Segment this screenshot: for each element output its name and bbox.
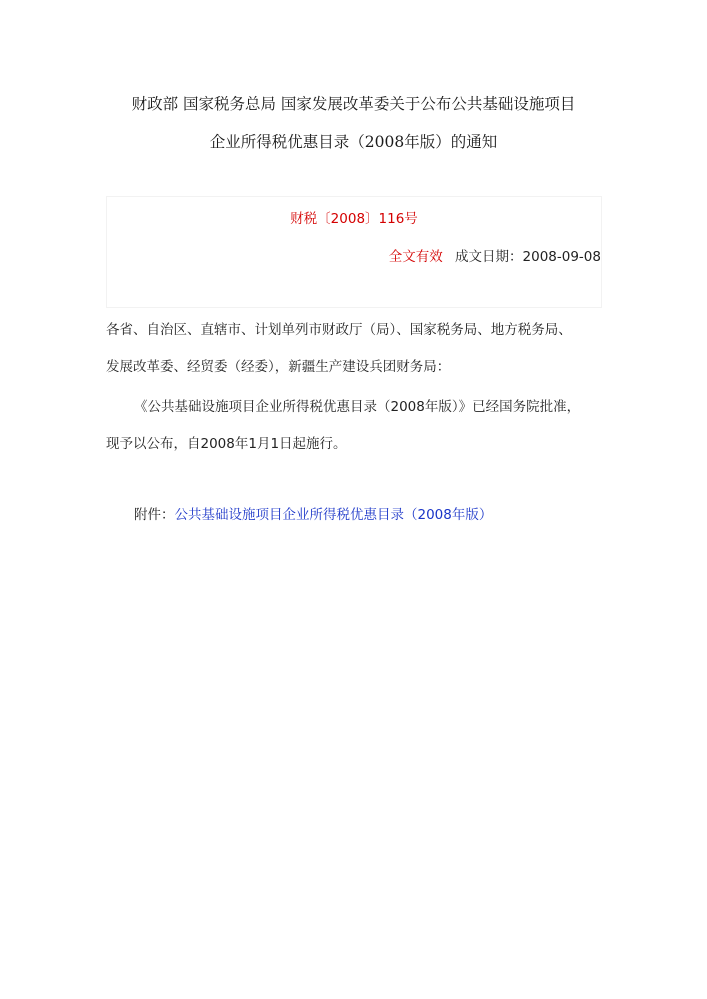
document-meta-box (106, 196, 602, 308)
document-number: 财税〔2008〕116号 (290, 211, 418, 227)
body-line-2: 现予以公布，自2008年1月1日起施行。 (106, 436, 347, 452)
issue-date: 成文日期：2008-09-08 (455, 249, 601, 265)
document-meta-line (389, 245, 601, 265)
attachment-prefix: 附件： (134, 507, 175, 523)
title-line-2: 企业所得税优惠目录（2008年版）的通知 (209, 133, 498, 151)
recipients-line-1: 各省、自治区、直辖市、计划单列市财政厅（局）、国家税务局、地方税务局、 (106, 322, 572, 338)
validity-status: 全文有效 (388, 249, 443, 265)
title-line-1: 财政部 国家税务总局 国家发展改革委关于公布公共基础设施项目 (131, 95, 576, 113)
recipients-line-2: 发展改革委、经贸委（经委），新疆生产建设兵团财务局： (106, 359, 451, 375)
body-line-1: 《公共基础设施项目企业所得税优惠目录（2008年版）》已经国务院批准， (134, 399, 581, 415)
attachment-line (134, 503, 492, 523)
attachment-link[interactable]: 公共基础设施项目企业所得税优惠目录（2008年版） (174, 507, 493, 523)
